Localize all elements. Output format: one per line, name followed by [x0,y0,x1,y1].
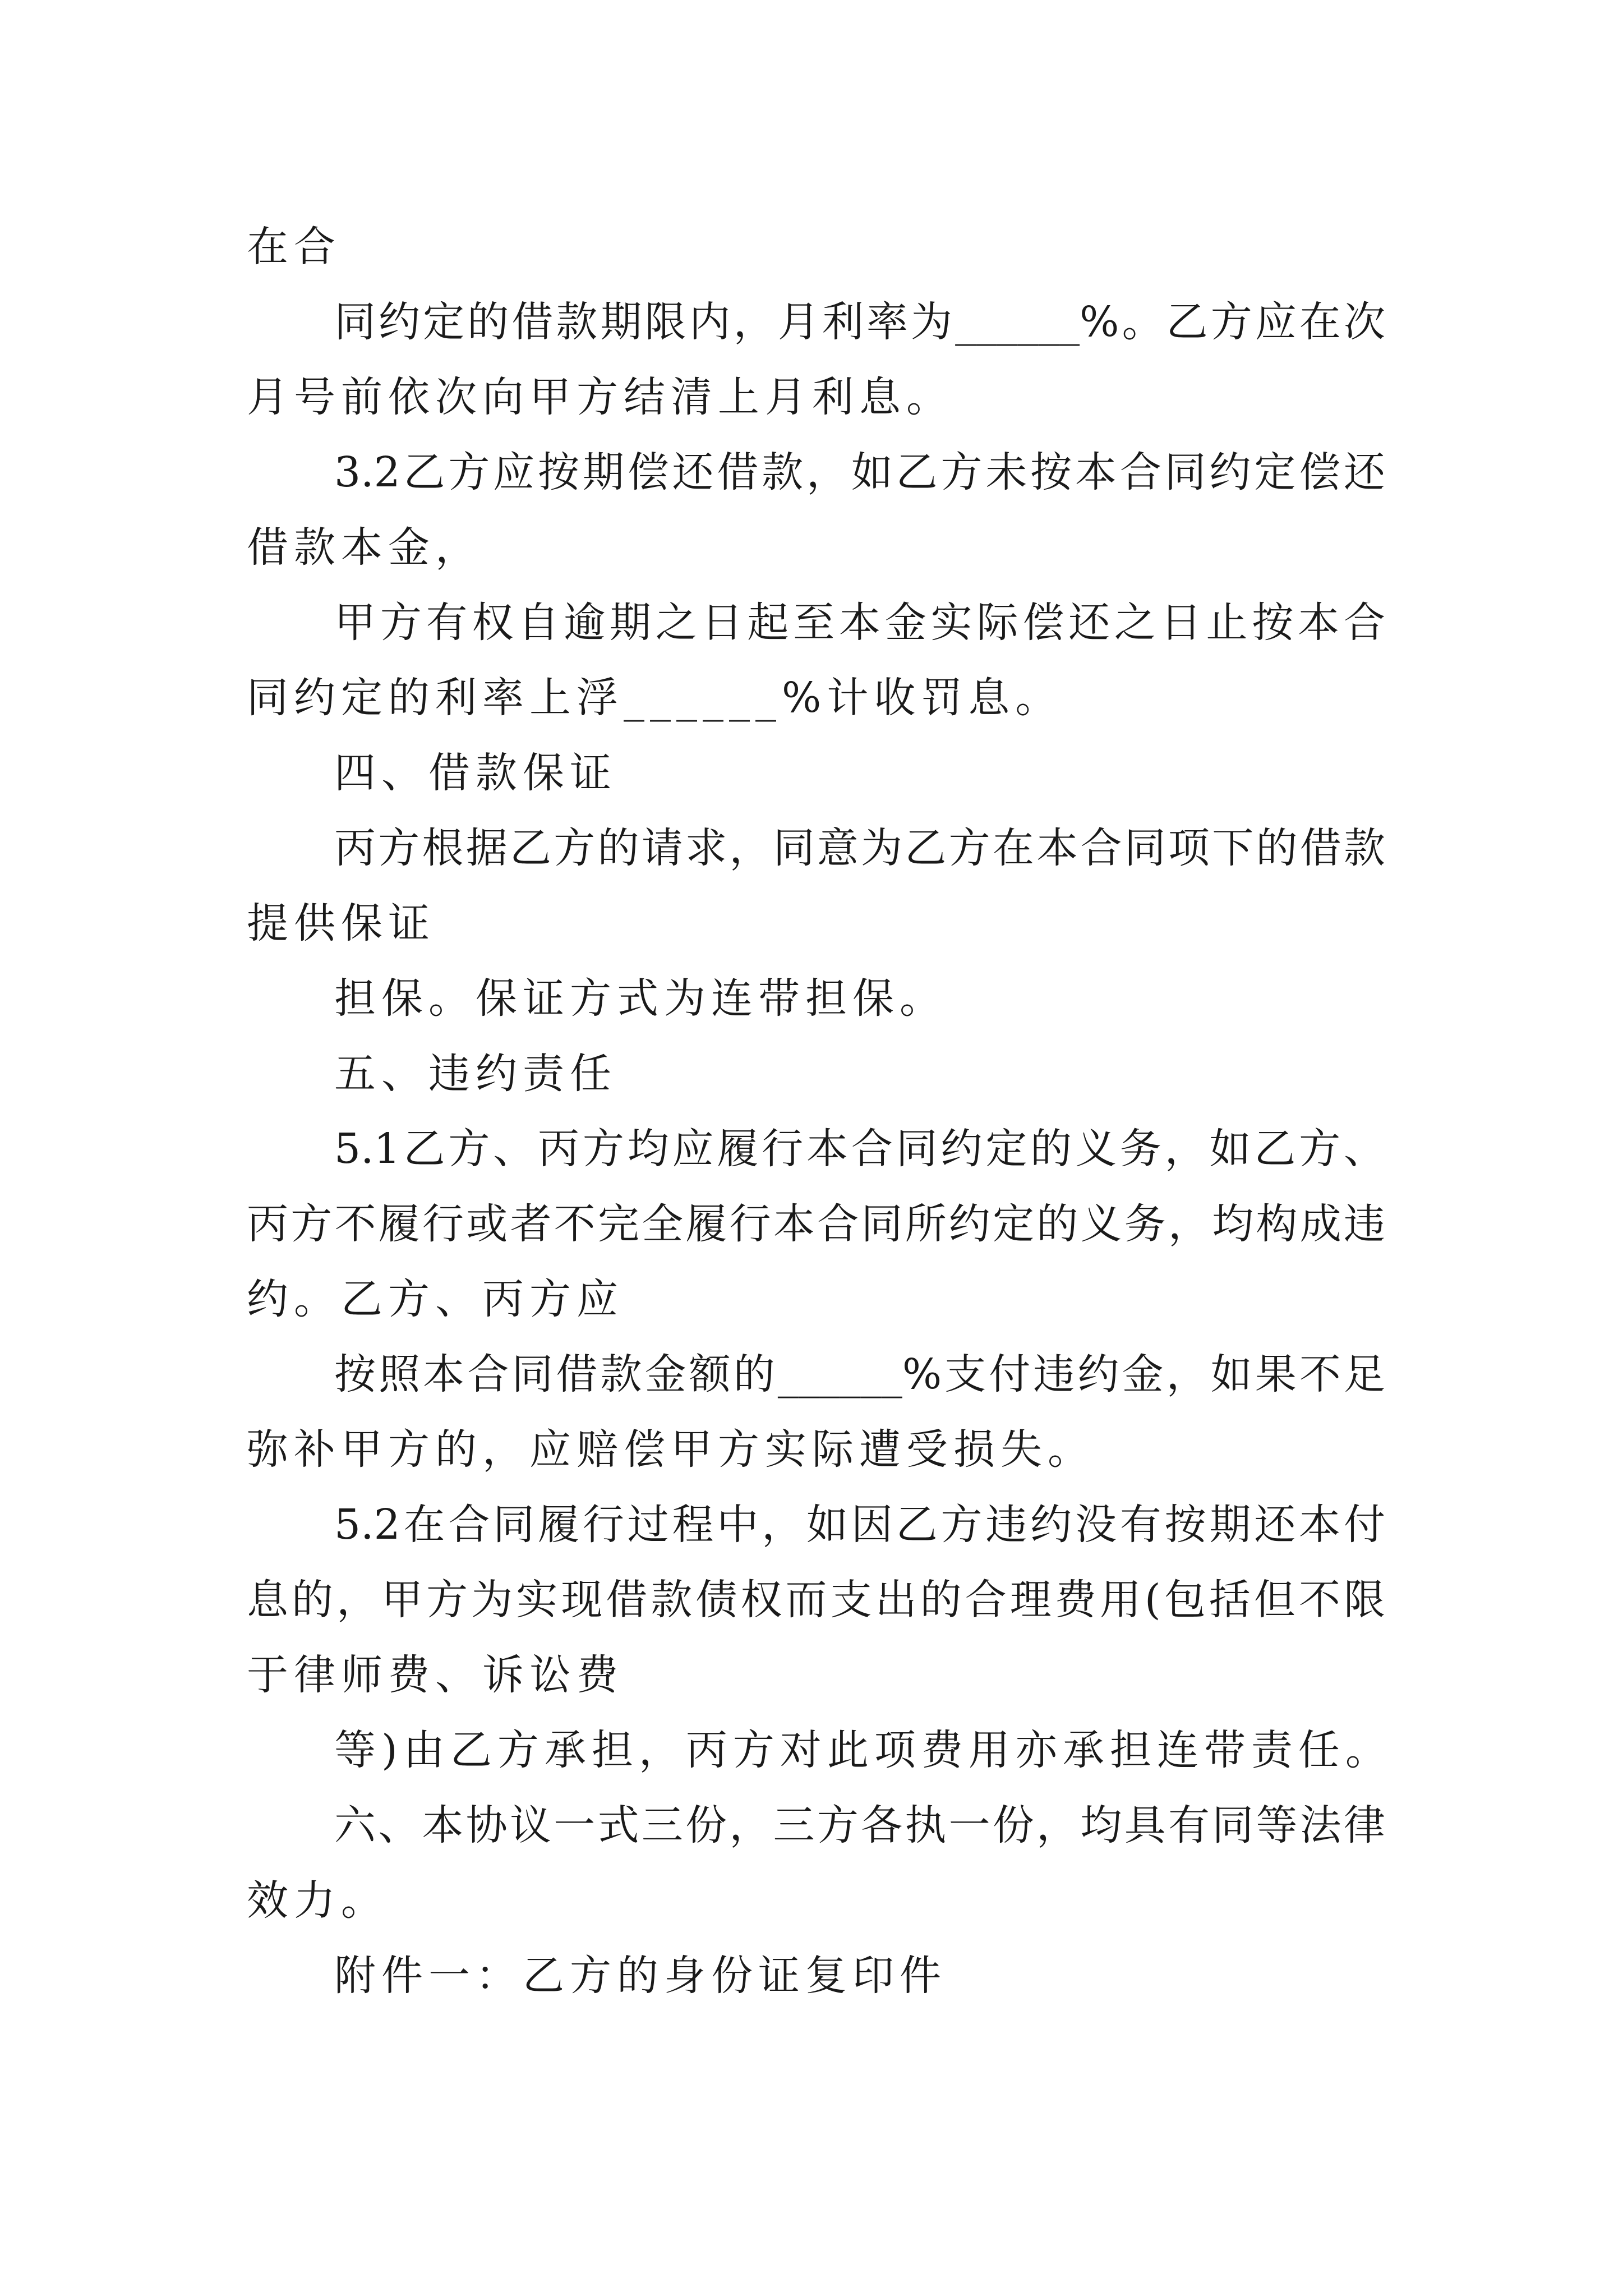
text-line: 同约定的利率上浮______%计收罚息。 [247,674,1063,722]
text-line: 丙方根据乙方的请求，同意为乙方在本合同项下的借款 [334,824,1385,872]
text-line: 于律师费、诉讼费 [247,1651,624,1699]
section-heading: 五、违约责任 [334,1050,617,1098]
text-line: 担保。保证方式为连带担保。 [334,974,947,1023]
text-line: 月号前依次向甲方结清上月利息。 [247,373,953,421]
section-heading: 四、借款保证 [334,749,617,797]
text-line: 借款本金， [247,523,482,572]
text-line: 弥补甲方的，应赔偿甲方实际遭受损失。 [247,1425,1095,1474]
text-line: 5.1乙方、丙方均应履行本合同约定的义务，如乙方、 [334,1125,1385,1173]
text-line: 在合 [247,223,341,271]
text-line: 按照本合同借款金额的______%支付违约金，如果不足 [334,1350,1385,1398]
text-line: 丙方不履行或者不完全履行本合同所约定的义务，均构成违 [247,1200,1385,1248]
text-line: 等)由乙方承担，丙方对此项费用亦承担连带责任。 [334,1726,1393,1774]
text-line: 5.2在合同履行过程中，如因乙方违约没有按期还本付 [334,1501,1385,1549]
text-line: 息的，甲方为实现借款债权而支出的合理费用(包括但不限 [247,1576,1385,1624]
text-line: 约。乙方、丙方应 [247,1275,624,1323]
attachment-line: 附件一：乙方的身份证复印件 [334,1952,947,2000]
text-line: 甲方有权自逾期之日起至本金实际偿还之日止按本合 [334,599,1385,647]
text-line: 六、本协议一式三份，三方各执一份，均具有同等法律 [334,1801,1385,1849]
text-line: 同约定的借款期限内，月利率为______%。乙方应在次 [334,298,1385,346]
text-line: 提供保证 [247,899,435,947]
text-line: 效力。 [247,1876,388,1925]
text-line: 3.2乙方应按期偿还借款，如乙方未按本合同约定偿还 [334,448,1385,496]
